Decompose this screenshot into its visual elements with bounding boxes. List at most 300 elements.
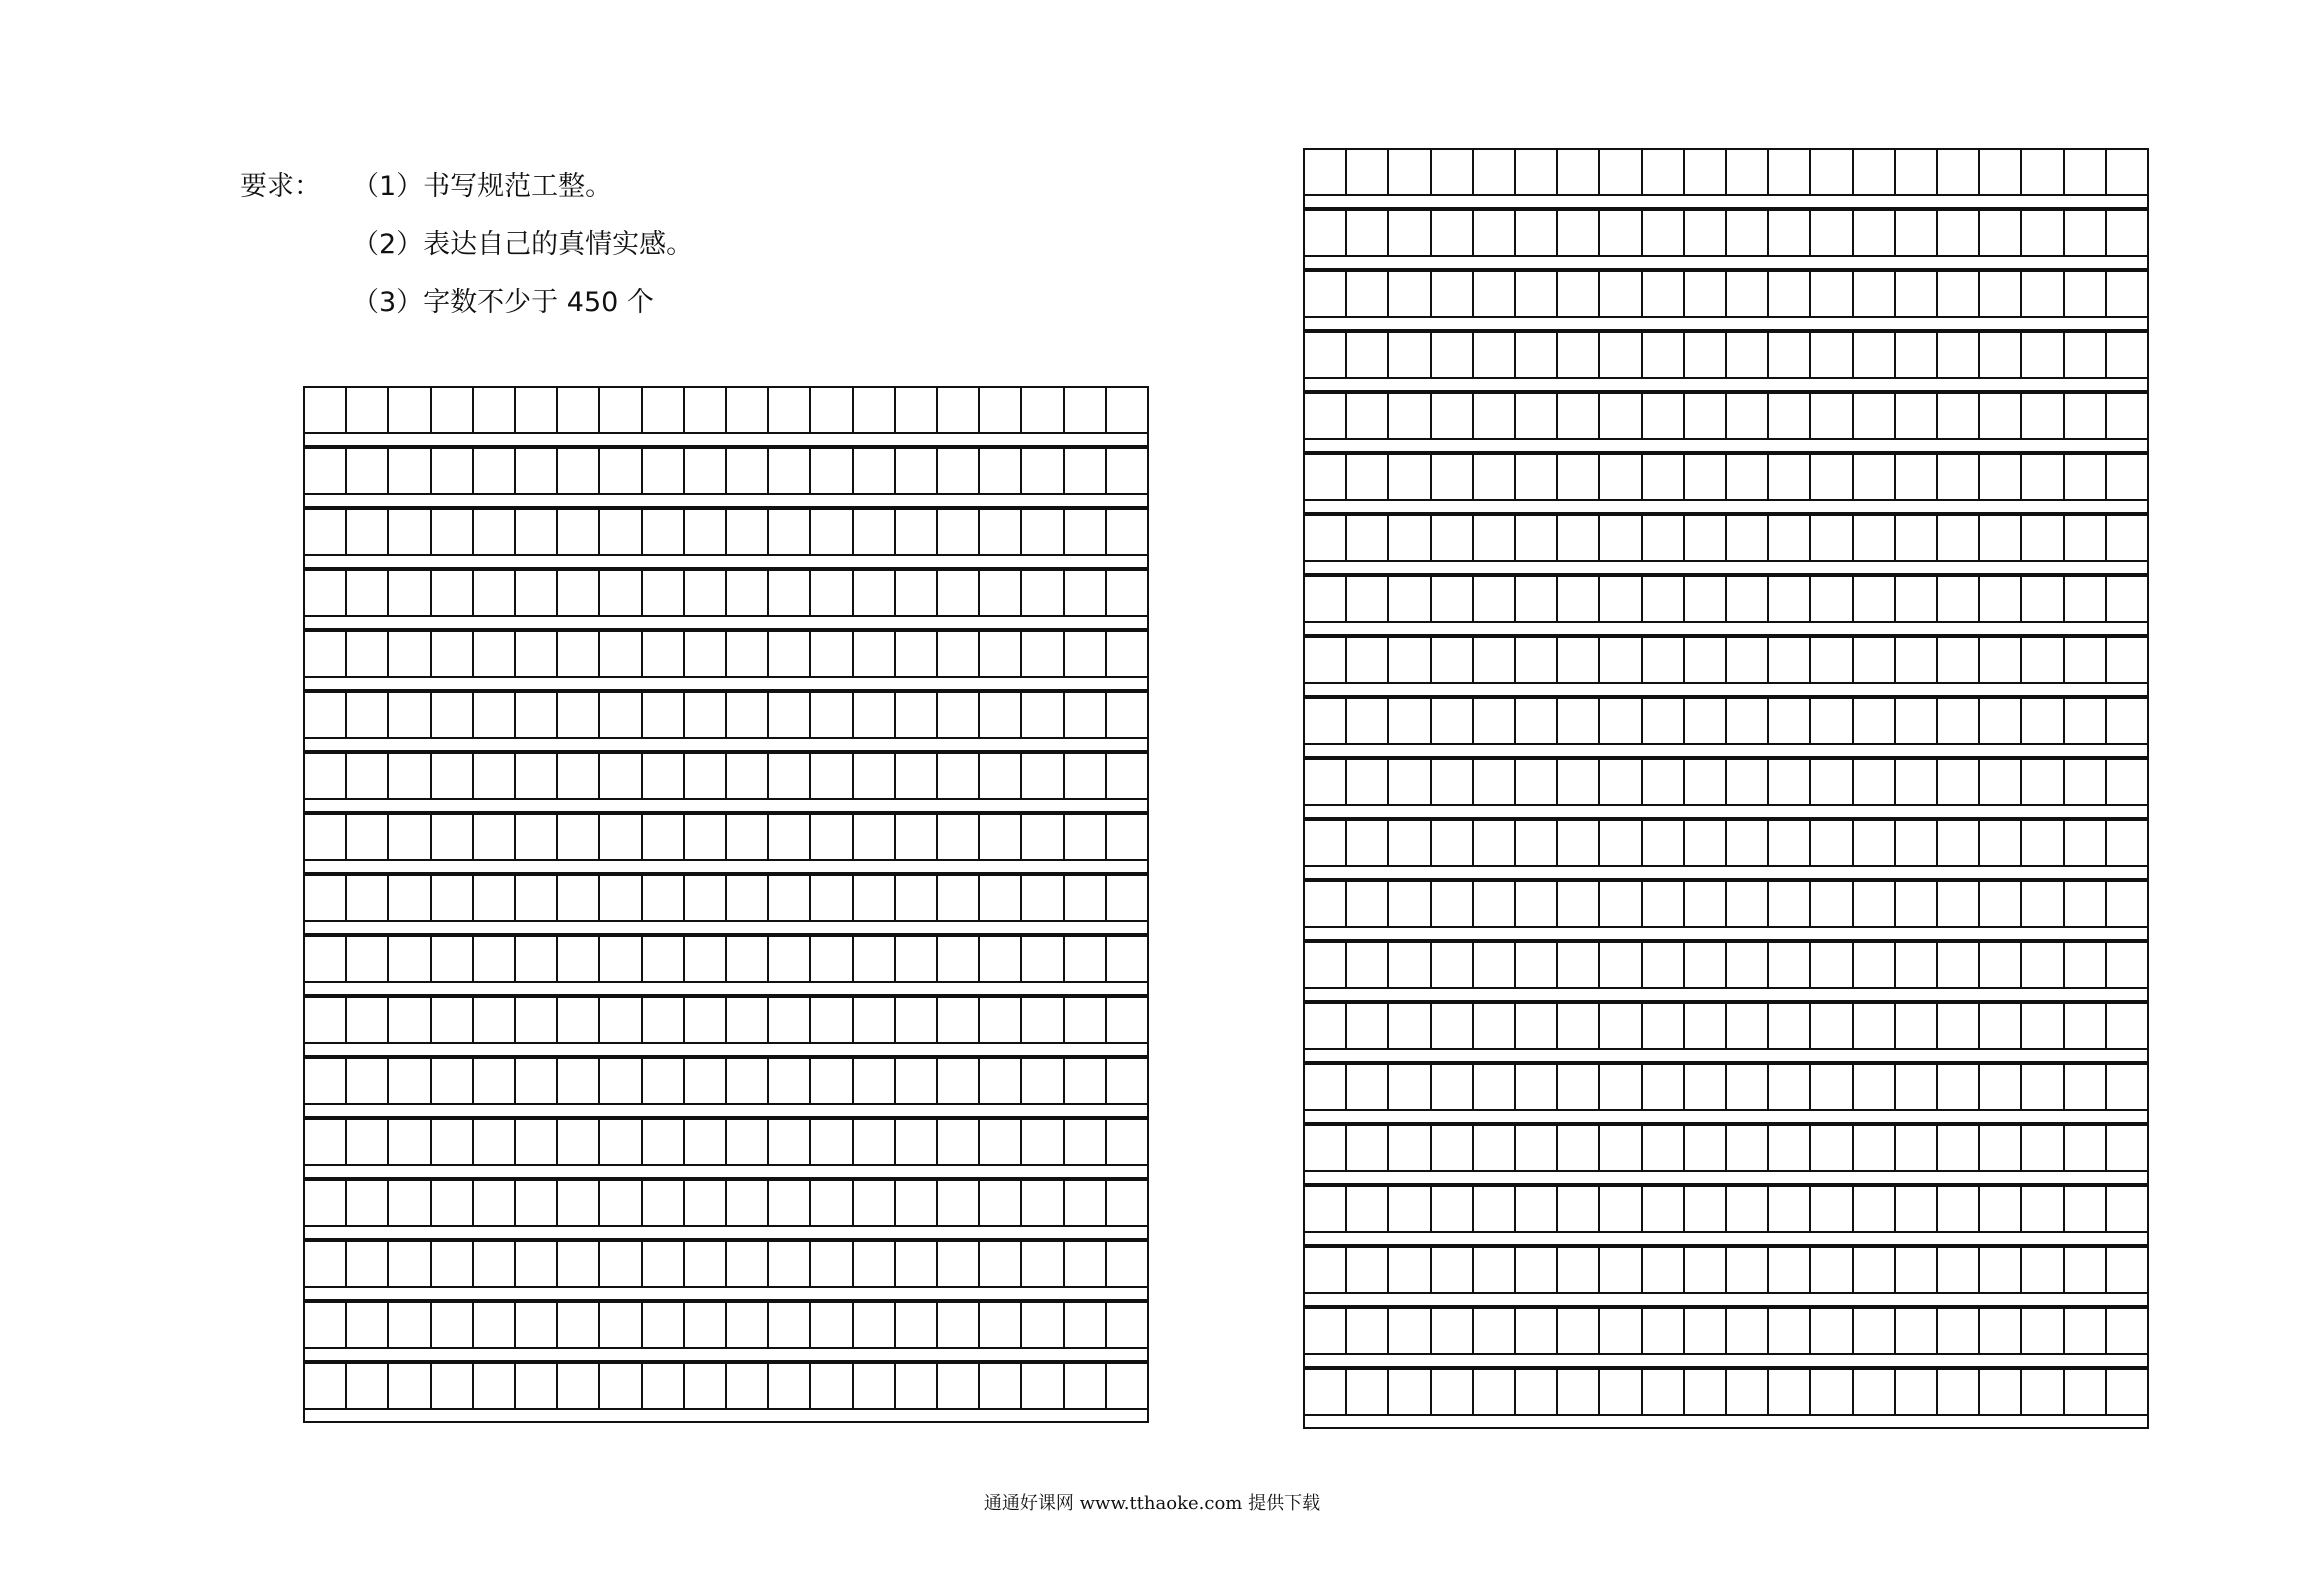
grid-row <box>1303 636 2149 697</box>
grid-cell <box>1432 943 1474 987</box>
grid-cell <box>980 1364 1022 1408</box>
grid-cell <box>1107 632 1147 676</box>
grid-cell <box>1474 150 1516 194</box>
grid-cell <box>1516 699 1558 743</box>
grid-cell <box>1980 272 2022 316</box>
grid-cell <box>1854 1187 1896 1231</box>
grid-cell <box>685 388 727 432</box>
grid-cells <box>1303 209 2149 257</box>
grid-cell <box>854 815 896 859</box>
grid-cell <box>1516 211 1558 255</box>
grid-cell <box>1065 571 1107 615</box>
grid-cell <box>769 693 811 737</box>
grid-cell <box>1389 1004 1431 1048</box>
grid-cell <box>1854 943 1896 987</box>
grid-cell <box>811 449 853 493</box>
grid-cell <box>854 449 896 493</box>
grid-cell <box>389 632 431 676</box>
grid-cell <box>1769 211 1811 255</box>
grid-cell <box>347 815 389 859</box>
grid-row-gap <box>303 739 1149 752</box>
grid-cell <box>1643 577 1685 621</box>
grid-cell <box>558 693 600 737</box>
grid-cell <box>1558 699 1600 743</box>
grid-cell <box>769 937 811 981</box>
grid-cell <box>305 754 347 798</box>
grid-cell <box>2065 638 2107 682</box>
grid-cell <box>938 1303 980 1347</box>
grid-cell <box>1389 1370 1431 1414</box>
grid-cell <box>1305 1004 1347 1048</box>
grid-cell <box>1558 1126 1600 1170</box>
grid-row-gap <box>1303 989 2149 1002</box>
grid-cell <box>896 815 938 859</box>
grid-cell <box>1558 394 1600 438</box>
grid-cell <box>389 754 431 798</box>
grid-cells <box>303 386 1149 434</box>
grid-cell <box>600 571 642 615</box>
grid-cell <box>1107 1303 1147 1347</box>
grid-cell <box>1854 760 1896 804</box>
grid-cell <box>1347 760 1389 804</box>
grid-cells <box>303 1362 1149 1410</box>
grid-cell <box>1811 882 1853 926</box>
grid-cell <box>516 388 558 432</box>
grid-cell <box>1389 1309 1431 1353</box>
grid-cells <box>1303 575 2149 623</box>
grid-cell <box>769 1059 811 1103</box>
grid-cell <box>1107 815 1147 859</box>
grid-cell <box>1643 394 1685 438</box>
grid-cell <box>600 754 642 798</box>
grid-cell <box>1474 943 1516 987</box>
grid-cell <box>305 998 347 1042</box>
grid-cell <box>305 815 347 859</box>
grid-cell <box>1305 516 1347 560</box>
grid-cell <box>1600 333 1642 377</box>
grid-cell <box>1022 632 1064 676</box>
grid-cell <box>643 1059 685 1103</box>
grid-cell <box>1896 455 1938 499</box>
grid-cell <box>1432 272 1474 316</box>
grid-cells <box>303 569 1149 617</box>
grid-cell <box>1685 821 1727 865</box>
grid-row <box>1303 1246 2149 1307</box>
grid-cell <box>811 998 853 1042</box>
grid-row-gap <box>1303 1355 2149 1368</box>
grid-cells <box>1303 1368 2149 1416</box>
grid-cell <box>1938 211 1980 255</box>
grid-cells <box>303 508 1149 556</box>
grid-cell <box>1558 1004 1600 1048</box>
grid-cells <box>303 630 1149 678</box>
grid-cell <box>1938 150 1980 194</box>
grid-cells <box>1303 819 2149 867</box>
grid-cell <box>1305 455 1347 499</box>
grid-cell <box>727 693 769 737</box>
grid-cell <box>1305 699 1347 743</box>
grid-cell <box>2107 638 2147 682</box>
grid-cell <box>938 1364 980 1408</box>
grid-cell <box>1854 1248 1896 1292</box>
grid-cell <box>854 1303 896 1347</box>
grid-cell <box>1685 272 1727 316</box>
grid-cell <box>1600 882 1642 926</box>
grid-cell <box>643 510 685 554</box>
grid-cell <box>558 510 600 554</box>
grid-cell <box>600 815 642 859</box>
grid-cell <box>1980 1004 2022 1048</box>
grid-cell <box>1558 272 1600 316</box>
grid-row <box>1303 697 2149 758</box>
grid-cell <box>558 998 600 1042</box>
grid-cell <box>980 388 1022 432</box>
grid-cell <box>1558 516 1600 560</box>
grid-cells <box>1303 148 2149 196</box>
grid-row-gap <box>1303 745 2149 758</box>
grid-cell <box>600 1303 642 1347</box>
grid-cell <box>1516 882 1558 926</box>
grid-cell <box>1769 150 1811 194</box>
grid-cell <box>1389 1126 1431 1170</box>
grid-cell <box>896 510 938 554</box>
grid-cell <box>1600 455 1642 499</box>
grid-cell <box>474 510 516 554</box>
grid-cell <box>1305 1065 1347 1109</box>
grid-cell <box>347 1181 389 1225</box>
grid-cell <box>1685 577 1727 621</box>
grid-row-gap <box>1303 684 2149 697</box>
grid-cell <box>1065 1303 1107 1347</box>
grid-cell <box>938 1242 980 1286</box>
grid-cell <box>1980 150 2022 194</box>
grid-cell <box>2022 821 2064 865</box>
grid-cell <box>1811 1187 1853 1231</box>
grid-cell <box>1727 394 1769 438</box>
grid-cell <box>432 1242 474 1286</box>
grid-cell <box>1896 638 1938 682</box>
grid-cell <box>516 449 558 493</box>
grid-cell <box>1432 699 1474 743</box>
grid-cell <box>347 1242 389 1286</box>
grid-cell <box>2065 1004 2107 1048</box>
grid-cell <box>1643 211 1685 255</box>
grid-cell <box>896 937 938 981</box>
grid-cell <box>516 1364 558 1408</box>
grid-row-gap <box>303 922 1149 935</box>
grid-cell <box>811 632 853 676</box>
grid-cell <box>389 815 431 859</box>
grid-cell <box>389 1120 431 1164</box>
grid-cell <box>1600 638 1642 682</box>
grid-cell <box>1811 272 1853 316</box>
grid-cell <box>811 571 853 615</box>
grid-cell <box>432 1303 474 1347</box>
grid-row-gap <box>303 1044 1149 1057</box>
grid-cell <box>1854 516 1896 560</box>
grid-cell <box>811 510 853 554</box>
grid-cell <box>854 754 896 798</box>
grid-cell <box>1022 1364 1064 1408</box>
grid-cell <box>1938 1126 1980 1170</box>
grid-row <box>1303 392 2149 453</box>
grid-cell <box>516 998 558 1042</box>
grid-cell <box>1432 760 1474 804</box>
grid-cell <box>1811 638 1853 682</box>
grid-cell <box>432 998 474 1042</box>
grid-cell <box>1769 760 1811 804</box>
grid-cell <box>1432 211 1474 255</box>
grid-cell <box>1811 577 1853 621</box>
grid-cell <box>1558 760 1600 804</box>
grid-cell <box>1769 455 1811 499</box>
grid-cell <box>980 754 1022 798</box>
grid-cell <box>2065 1126 2107 1170</box>
grid-cell <box>389 1364 431 1408</box>
grid-row-gap <box>1303 867 2149 880</box>
grid-cells <box>303 1057 1149 1105</box>
grid-cell <box>1432 455 1474 499</box>
grid-cell <box>1516 1126 1558 1170</box>
grid-cell <box>1347 1309 1389 1353</box>
grid-cell <box>432 1120 474 1164</box>
grid-cells <box>303 447 1149 495</box>
grid-cell <box>1305 638 1347 682</box>
grid-cell <box>2022 1187 2064 1231</box>
grid-cell <box>1065 632 1107 676</box>
grid-cell <box>1389 882 1431 926</box>
grid-cell <box>1980 1309 2022 1353</box>
grid-cell <box>1980 882 2022 926</box>
grid-cell <box>2065 943 2107 987</box>
grid-row <box>1303 1185 2149 1246</box>
grid-cell <box>1727 150 1769 194</box>
grid-cell <box>1685 333 1727 377</box>
grid-cell <box>2022 394 2064 438</box>
grid-cell <box>854 388 896 432</box>
grid-row <box>1303 209 2149 270</box>
grid-cell <box>1769 699 1811 743</box>
grid-cell <box>2107 882 2147 926</box>
grid-cell <box>980 998 1022 1042</box>
grid-cell <box>2022 699 2064 743</box>
grid-cell <box>1516 150 1558 194</box>
grid-cell <box>1432 394 1474 438</box>
grid-cell <box>347 449 389 493</box>
grid-cell <box>1643 1187 1685 1231</box>
grid-cell <box>685 632 727 676</box>
grid-row <box>1303 880 2149 941</box>
grid-cell <box>1600 760 1642 804</box>
grid-cell <box>685 754 727 798</box>
grid-cell <box>1065 388 1107 432</box>
grid-row <box>303 935 1149 996</box>
grid-cell <box>1896 943 1938 987</box>
grid-cell <box>1558 943 1600 987</box>
grid-cell <box>1432 1248 1474 1292</box>
grid-cell <box>432 815 474 859</box>
grid-cell <box>1107 571 1147 615</box>
grid-cell <box>938 998 980 1042</box>
grid-cell <box>1065 937 1107 981</box>
grid-cell <box>1516 272 1558 316</box>
grid-cell <box>769 1242 811 1286</box>
grid-cell <box>1516 638 1558 682</box>
grid-cell <box>1980 699 2022 743</box>
grid-row-gap <box>1303 318 2149 331</box>
grid-row <box>303 813 1149 874</box>
grid-cell <box>727 632 769 676</box>
grid-cell <box>2107 1309 2147 1353</box>
grid-cell <box>811 1181 853 1225</box>
grid-row-gap <box>303 983 1149 996</box>
grid-cell <box>896 876 938 920</box>
grid-cell <box>1474 760 1516 804</box>
grid-cell <box>305 1364 347 1408</box>
grid-row-gap <box>303 1349 1149 1362</box>
grid-cell <box>643 1303 685 1347</box>
grid-cell <box>1643 455 1685 499</box>
grid-cell <box>1685 943 1727 987</box>
grid-row <box>303 569 1149 630</box>
grid-cell <box>2107 211 2147 255</box>
grid-cell <box>1938 821 1980 865</box>
grid-cell <box>516 754 558 798</box>
grid-cell <box>1685 455 1727 499</box>
grid-cell <box>1727 1370 1769 1414</box>
grid-cell <box>1769 1126 1811 1170</box>
grid-cell <box>389 1303 431 1347</box>
grid-cell <box>685 510 727 554</box>
grid-cell <box>305 1059 347 1103</box>
grid-cell <box>389 693 431 737</box>
grid-cell <box>1432 882 1474 926</box>
grid-row-gap <box>1303 806 2149 819</box>
grid-cell <box>600 1059 642 1103</box>
grid-cell <box>896 1303 938 1347</box>
grid-cell <box>474 1364 516 1408</box>
grid-cell <box>1600 577 1642 621</box>
grid-cell <box>1474 211 1516 255</box>
grid-cell <box>600 876 642 920</box>
grid-row <box>1303 1063 2149 1124</box>
grid-cell <box>1474 272 1516 316</box>
grid-cell <box>1516 516 1558 560</box>
grid-cell <box>516 815 558 859</box>
grid-cell <box>1769 1004 1811 1048</box>
grid-cell <box>1769 882 1811 926</box>
grid-cell <box>643 998 685 1042</box>
grid-cell <box>1305 1248 1347 1292</box>
grid-cell <box>1769 516 1811 560</box>
grid-cell <box>1107 1181 1147 1225</box>
grid-cell <box>1432 1004 1474 1048</box>
grid-cell <box>1516 821 1558 865</box>
grid-cell <box>2107 455 2147 499</box>
grid-cell <box>1938 333 1980 377</box>
grid-cell <box>938 754 980 798</box>
grid-row-gap <box>1303 1050 2149 1063</box>
grid-cell <box>811 815 853 859</box>
grid-cell <box>1347 455 1389 499</box>
grid-cell <box>2065 516 2107 560</box>
grid-cells <box>1303 1002 2149 1050</box>
grid-cell <box>1980 333 2022 377</box>
grid-cell <box>769 998 811 1042</box>
grid-cell <box>1474 394 1516 438</box>
grid-cell <box>1389 150 1431 194</box>
grid-cell <box>1516 760 1558 804</box>
grid-cell <box>1432 1065 1474 1109</box>
grid-cell <box>347 1364 389 1408</box>
grid-cell <box>980 632 1022 676</box>
grid-row <box>303 1240 1149 1301</box>
grid-cell <box>1727 211 1769 255</box>
grid-cell <box>558 1181 600 1225</box>
grid-cell <box>1938 1065 1980 1109</box>
grid-cell <box>1980 760 2022 804</box>
grid-cell <box>727 571 769 615</box>
grid-cell <box>854 1059 896 1103</box>
grid-cell <box>1516 455 1558 499</box>
grid-cell <box>1811 1065 1853 1109</box>
grid-row-gap <box>303 678 1149 691</box>
grid-row-gap <box>303 861 1149 874</box>
grid-cell <box>1107 876 1147 920</box>
grid-cells <box>303 1179 1149 1227</box>
grid-cell <box>643 449 685 493</box>
grid-cell <box>896 388 938 432</box>
grid-cell <box>1896 1248 1938 1292</box>
grid-cell <box>1769 1309 1811 1353</box>
grid-cell <box>2107 394 2147 438</box>
grid-cell <box>1685 1370 1727 1414</box>
grid-cell <box>389 449 431 493</box>
grid-cell <box>1938 516 1980 560</box>
grid-cell <box>1643 1065 1685 1109</box>
grid-cell <box>2065 394 2107 438</box>
grid-cell <box>1516 1004 1558 1048</box>
grid-row-gap <box>1303 1416 2149 1429</box>
grid-cell <box>1347 150 1389 194</box>
grid-cell <box>1980 1065 2022 1109</box>
grid-cell <box>389 937 431 981</box>
grid-cell <box>854 1181 896 1225</box>
grid-cell <box>389 876 431 920</box>
grid-cell <box>811 754 853 798</box>
grid-row-gap <box>1303 928 2149 941</box>
grid-cell <box>305 693 347 737</box>
grid-cell <box>1558 211 1600 255</box>
grid-cell <box>516 693 558 737</box>
grid-cell <box>1854 577 1896 621</box>
grid-cell <box>1065 1120 1107 1164</box>
grid-cell <box>600 1120 642 1164</box>
grid-cell <box>980 815 1022 859</box>
grid-cell <box>1558 1187 1600 1231</box>
grid-cell <box>1107 1242 1147 1286</box>
grid-cell <box>854 876 896 920</box>
grid-cell <box>1347 333 1389 377</box>
grid-cell <box>1022 510 1064 554</box>
grid-cell <box>1769 1187 1811 1231</box>
grid-cell <box>1347 821 1389 865</box>
grid-cells <box>1303 1246 2149 1294</box>
grid-cell <box>1643 760 1685 804</box>
grid-cell <box>1474 821 1516 865</box>
grid-cell <box>1347 1187 1389 1231</box>
grid-cell <box>1769 394 1811 438</box>
